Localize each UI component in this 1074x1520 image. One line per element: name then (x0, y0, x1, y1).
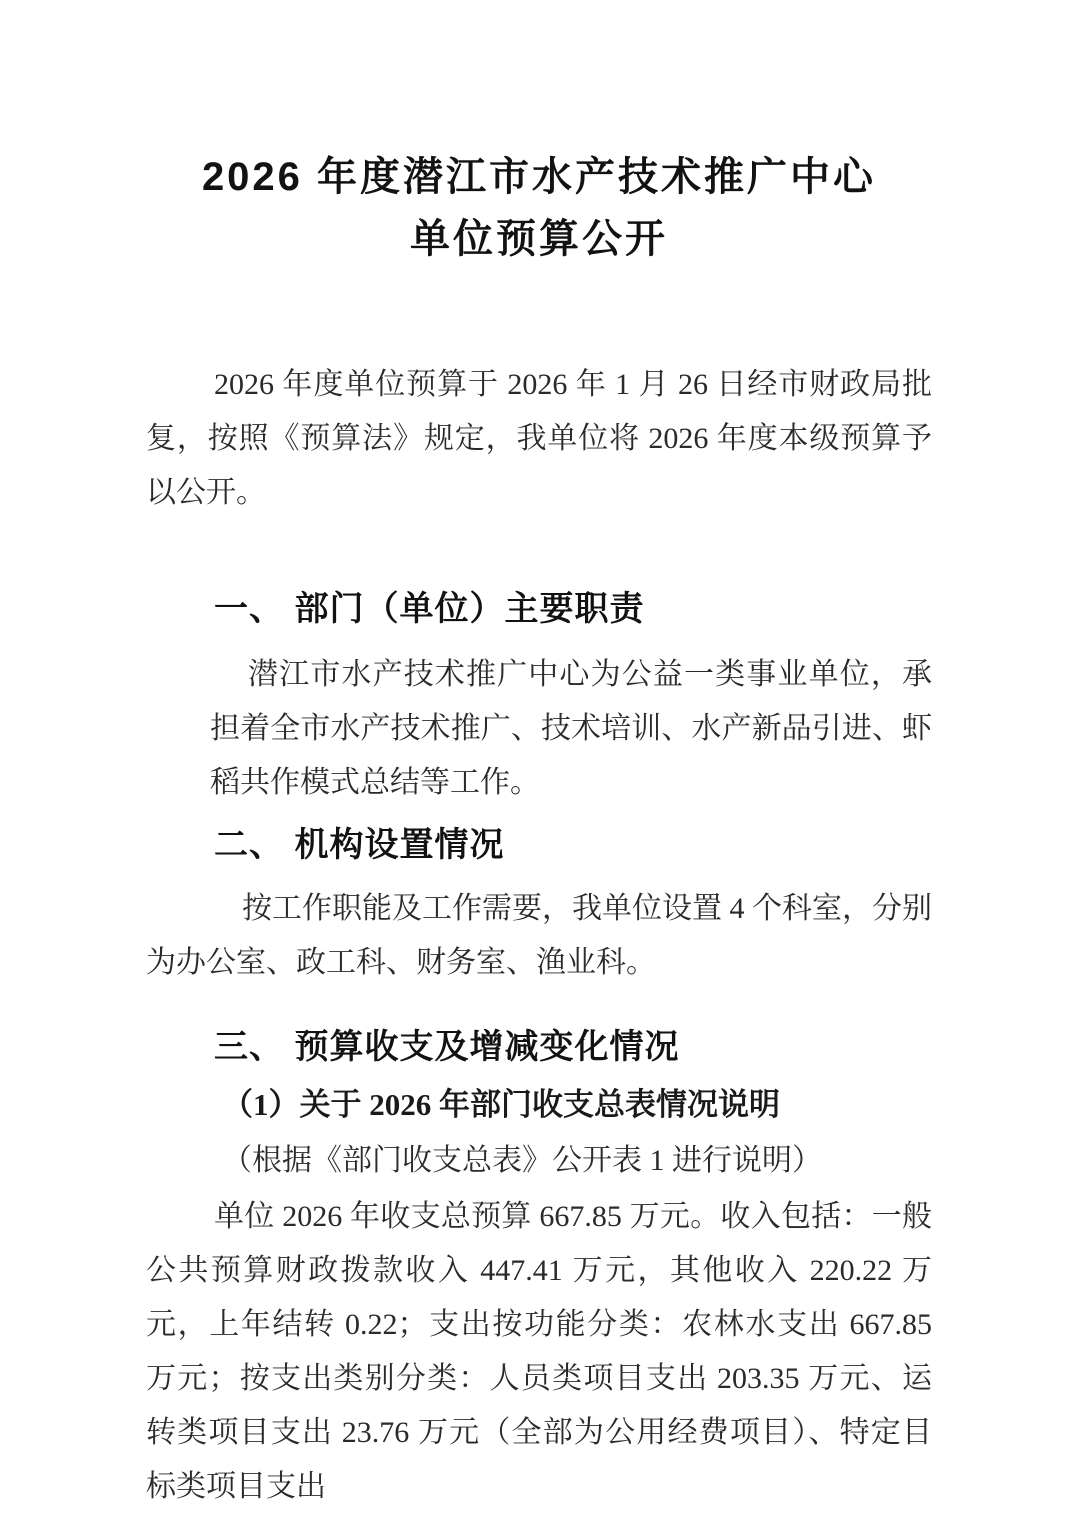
section-3-heading: 三、 预算收支及增减变化情况 (214, 1028, 680, 1066)
document-title (146, 146, 932, 270)
section-1-body: 潜江市水产技术推广中心为公益一类事业单位，承担着全市水产技术推广、技术培训、水产新品引进、虾稻共作模式总结等工作。 (210, 658, 932, 799)
intro-paragraph: 2026 年度单位预算于 2026 年 1 月 26 日经市财政局批复，按照《预算法》规定，我单位将 2026 年度本级预算予以公开。 (146, 368, 932, 509)
section-3-body: 单位 2026 年收支总预算 667.85 万元。收入包括：一般公共预算财政拨款收入 447.41 万元，其他收入 220.22 万元，上年结转 0.22；支出按功能分类：农林水支出 667.85 万元；按支出类别分类：人员类项目支出 203.35 万元、运转类项目支出 23.76 万元（全部为公用经费项目）、特定目标类项目支出 (146, 1200, 932, 1503)
section-1-heading: 一、 部门（单位）主要职责 (214, 590, 645, 628)
document-title-line-2: 单位预算公开 (410, 217, 668, 261)
document-title-line-1: 2026 年度潜江市水产技术推广中心 (201, 155, 877, 199)
section-2-body: 按工作职能及工作需要，我单位设置 4 个科室，分别为办公室、政工科、财务室、渔业科。 (146, 892, 932, 979)
section-2-heading: 二、 机构设置情况 (214, 826, 505, 864)
section-3-note: （根据《部门收支总表》公开表 1 进行说明） (222, 1144, 822, 1177)
document-content (146, 0, 932, 1514)
section-3-subheading: （1）关于 2026 年部门收支总表情况说明 (222, 1087, 780, 1122)
